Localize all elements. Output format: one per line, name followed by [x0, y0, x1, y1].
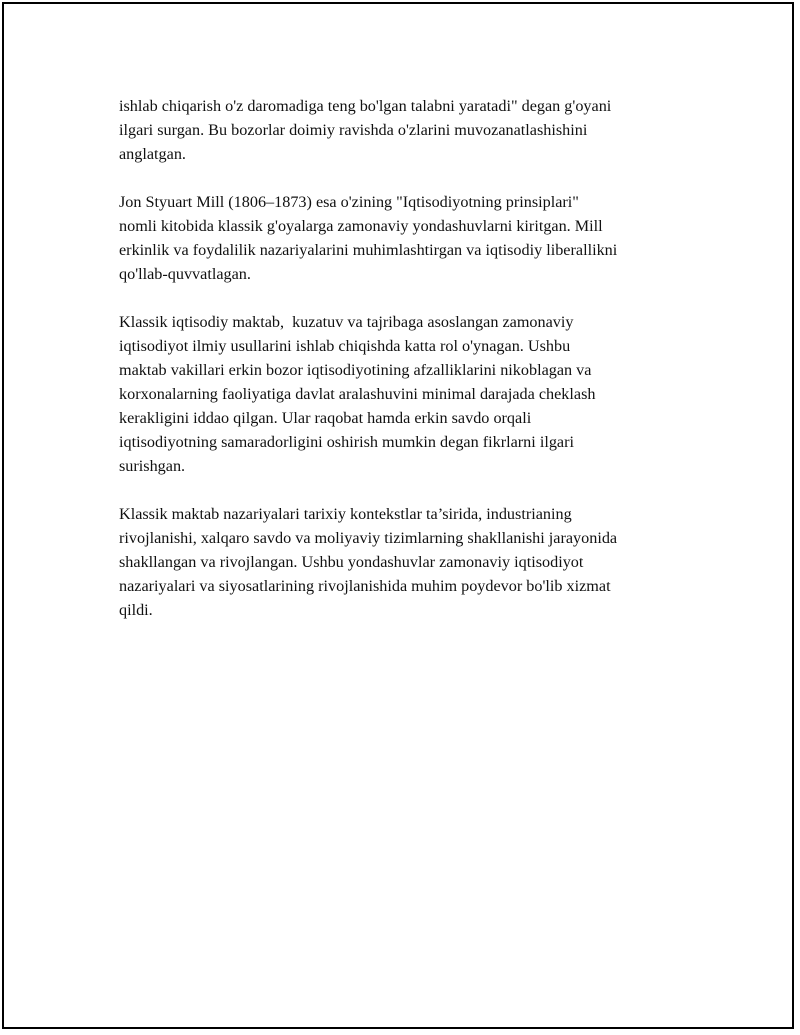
- text-line: qildi.: [119, 601, 153, 619]
- text-line: kerakligini iddao qilgan. Ular raqobat hamda erkin savdo orqali: [119, 409, 532, 427]
- text-line: Klassik iqtisodiy maktab, kuzatuv va tajribaga asoslangan zamonaviy: [119, 313, 574, 331]
- paragraph-3: [119, 310, 699, 478]
- text-line: iqtisodiyotning samaradorligini oshirish mumkin degan fikrlarni ilgari: [119, 433, 574, 451]
- text-line: qo'llab-quvvatlagan.: [119, 265, 251, 283]
- text-line: iqtisodiyot ilmiy usullarini ishlab chiqishda katta rol o'ynagan. Ushbu: [119, 337, 571, 355]
- text-line: korxonalarning faoliyatiga davlat aralashuvini minimal darajada cheklash: [119, 385, 596, 403]
- text-line: anglatgan.: [119, 145, 186, 163]
- document-page: [2, 2, 794, 1029]
- paragraph-1: [119, 94, 699, 166]
- text-line: erkinlik va foydalilik nazariyalarini muhimlashtirgan va iqtisodiy liberallikni: [119, 241, 618, 259]
- text-line: surishgan.: [119, 457, 186, 475]
- text-line: ilgari surgan. Bu bozorlar doimiy ravishda o'zlarini muvozanatlashishini: [119, 121, 588, 139]
- text-line: shakllangan va rivojlangan. Ushbu yondashuvlar zamonaviy iqtisodiyot: [119, 553, 584, 571]
- text-line: nazariyalari va siyosatlarining rivojlanishida muhim poydevor bo'lib xizmat: [119, 577, 611, 595]
- paragraph-4: [119, 502, 699, 622]
- paragraph-2: [119, 190, 699, 286]
- text-line: maktab vakillari erkin bozor iqtisodiyotining afzalliklarini nikoblagan va: [119, 361, 592, 379]
- text-line: Klassik maktab nazariyalari tarixiy kontekstlar ta’sirida, industrianing: [119, 505, 572, 523]
- document-body: [119, 94, 699, 646]
- text-line: nomli kitobida klassik g'oyalarga zamonaviy yondashuvlarni kiritgan. Mill: [119, 217, 603, 235]
- text-line: ishlab chiqarish o'z daromadiga teng bo'lgan talabni yaratadi" degan g'oyani: [119, 97, 612, 115]
- text-line: rivojlanishi, xalqaro savdo va moliyaviy tizimlarning shakllanishi jarayonida: [119, 529, 618, 547]
- text-line: Jon Styuart Mill (1806–1873) esa o'zining "Iqtisodiyotning prinsiplari": [119, 193, 579, 211]
